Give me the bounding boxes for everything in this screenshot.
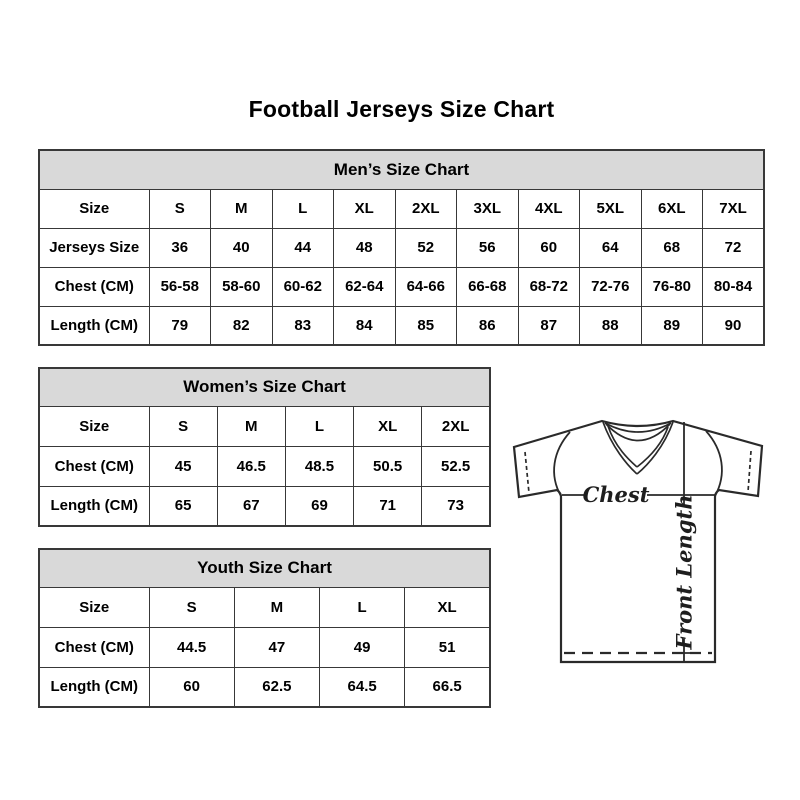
- data-cell: 6XL: [641, 189, 703, 228]
- data-cell: 48: [334, 228, 396, 267]
- data-cell: L: [320, 587, 405, 627]
- data-cell: 90: [703, 306, 765, 345]
- row-label-cell: Length (CM): [39, 667, 149, 707]
- table-row: [39, 267, 764, 306]
- table-row: [39, 667, 490, 707]
- table-row: [39, 228, 764, 267]
- data-cell: S: [149, 406, 217, 446]
- data-cell: 56-58: [149, 267, 211, 306]
- data-cell: 46.5: [217, 446, 285, 486]
- data-cell: 85: [395, 306, 457, 345]
- data-cell: 45: [149, 446, 217, 486]
- data-cell: 62-64: [334, 267, 396, 306]
- data-cell: 50.5: [354, 446, 422, 486]
- row-label-cell: Jerseys Size: [39, 228, 149, 267]
- data-cell: M: [217, 406, 285, 446]
- data-cell: 71: [354, 486, 422, 526]
- table-header-row: [39, 150, 764, 189]
- data-cell: 76-80: [641, 267, 703, 306]
- mens-size-table: [38, 149, 765, 346]
- data-cell: 89: [641, 306, 703, 345]
- table-row: [39, 306, 764, 345]
- row-label-cell: Size: [39, 189, 149, 228]
- data-cell: 88: [580, 306, 642, 345]
- data-cell: 2XL: [422, 406, 490, 446]
- data-cell: 3XL: [457, 189, 519, 228]
- data-cell: M: [211, 189, 273, 228]
- table-row: [39, 627, 490, 667]
- data-cell: 84: [334, 306, 396, 345]
- data-cell: XL: [354, 406, 422, 446]
- data-cell: M: [234, 587, 319, 627]
- data-cell: 66.5: [405, 667, 490, 707]
- data-cell: 62.5: [234, 667, 319, 707]
- data-cell: XL: [405, 587, 490, 627]
- table-row: [39, 446, 490, 486]
- data-cell: 67: [217, 486, 285, 526]
- table-section-title: Youth Size Chart: [39, 549, 490, 587]
- data-cell: 60: [149, 667, 234, 707]
- data-cell: S: [149, 587, 234, 627]
- data-cell: 5XL: [580, 189, 642, 228]
- data-cell: 7XL: [703, 189, 765, 228]
- row-label-cell: Size: [39, 587, 149, 627]
- table-row: [39, 189, 764, 228]
- data-cell: XL: [334, 189, 396, 228]
- data-cell: L: [285, 406, 353, 446]
- data-cell: 72-76: [580, 267, 642, 306]
- table-row: [39, 587, 490, 627]
- data-cell: 72: [703, 228, 765, 267]
- data-cell: 58-60: [211, 267, 273, 306]
- jersey-measurement-diagram: [500, 403, 780, 673]
- front-length-label: Front Length: [671, 494, 697, 650]
- jersey-outline: [514, 421, 762, 662]
- data-cell: 40: [211, 228, 273, 267]
- data-cell: 49: [320, 627, 405, 667]
- data-cell: 2XL: [395, 189, 457, 228]
- row-label-cell: Chest (CM): [39, 446, 149, 486]
- table-section-title: Women’s Size Chart: [39, 368, 490, 406]
- row-label-cell: Length (CM): [39, 486, 149, 526]
- data-cell: 4XL: [518, 189, 580, 228]
- table-row: [39, 486, 490, 526]
- data-cell: 64.5: [320, 667, 405, 707]
- data-cell: 83: [272, 306, 334, 345]
- data-cell: 48.5: [285, 446, 353, 486]
- data-cell: 87: [518, 306, 580, 345]
- data-cell: 73: [422, 486, 490, 526]
- row-label-cell: Chest (CM): [39, 627, 149, 667]
- chest-label: Chest: [582, 482, 650, 507]
- data-cell: 52.5: [422, 446, 490, 486]
- data-cell: 47: [234, 627, 319, 667]
- data-cell: 65: [149, 486, 217, 526]
- data-cell: 60-62: [272, 267, 334, 306]
- data-cell: 86: [457, 306, 519, 345]
- data-cell: 56: [457, 228, 519, 267]
- data-cell: 51: [405, 627, 490, 667]
- data-cell: 80-84: [703, 267, 765, 306]
- data-cell: 64-66: [395, 267, 457, 306]
- data-cell: 60: [518, 228, 580, 267]
- data-cell: S: [149, 189, 211, 228]
- womens-size-table: [38, 367, 491, 527]
- table-section-title: Men’s Size Chart: [39, 150, 764, 189]
- data-cell: 66-68: [457, 267, 519, 306]
- table-header-row: [39, 549, 490, 587]
- row-label-cell: Length (CM): [39, 306, 149, 345]
- youth-size-table: [38, 548, 491, 708]
- data-cell: 69: [285, 486, 353, 526]
- data-cell: 68: [641, 228, 703, 267]
- data-cell: 68-72: [518, 267, 580, 306]
- row-label-cell: Chest (CM): [39, 267, 149, 306]
- data-cell: L: [272, 189, 334, 228]
- table-row: [39, 406, 490, 446]
- data-cell: 64: [580, 228, 642, 267]
- page-title: Football Jerseys Size Chart: [248, 96, 555, 122]
- data-cell: 36: [149, 228, 211, 267]
- row-label-cell: Size: [39, 406, 149, 446]
- table-header-row: [39, 368, 490, 406]
- data-cell: 44: [272, 228, 334, 267]
- data-cell: 44.5: [149, 627, 234, 667]
- data-cell: 82: [211, 306, 273, 345]
- data-cell: 52: [395, 228, 457, 267]
- data-cell: 79: [149, 306, 211, 345]
